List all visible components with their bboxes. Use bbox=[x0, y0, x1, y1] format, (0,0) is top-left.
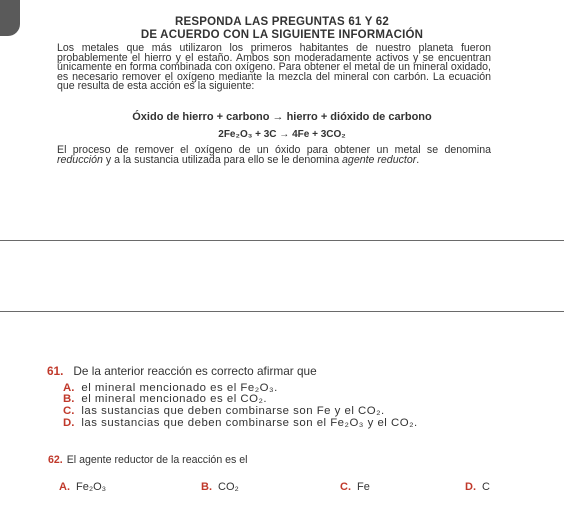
instruction-subheading: DE ACUERDO CON LA SIGUIENTE INFORMACIÓN bbox=[140, 29, 424, 41]
definition-text-start: El proceso de remover el oxígeno de un óxido para obtener un metal se denomina bbox=[57, 144, 491, 156]
option-letter: A. bbox=[63, 382, 75, 394]
question-61-option-b[interactable] bbox=[63, 393, 267, 405]
option-letter: C. bbox=[63, 405, 75, 417]
option-letter: B. bbox=[63, 393, 75, 405]
option-text: el mineral mencionado es el CO₂. bbox=[81, 393, 268, 405]
option-text: el mineral mencionado es el Fe₂O₃. bbox=[81, 382, 278, 394]
divider-bottom bbox=[0, 311, 564, 312]
divider-top bbox=[0, 240, 564, 241]
question-61-option-c[interactable] bbox=[63, 405, 385, 417]
question-61-text: De la anterior reacción es correcto afirmar que bbox=[73, 364, 317, 378]
option-text: las sustancias que deben combinarse son Fe y el CO₂. bbox=[81, 405, 385, 417]
definition-paragraph bbox=[57, 146, 491, 165]
question-61-number: 61. bbox=[47, 364, 64, 378]
option-text: CO₂ bbox=[218, 481, 239, 493]
instruction-heading: RESPONDA LAS PREGUNTAS 61 Y 62 bbox=[175, 16, 389, 28]
definition-text-end: . bbox=[416, 153, 420, 166]
option-text: las sustancias que deben combinarse son el Fe₂O₃ y el CO₂. bbox=[81, 417, 418, 429]
option-letter: A. bbox=[59, 481, 70, 493]
option-text: Fe bbox=[357, 481, 370, 493]
question-61-stem bbox=[47, 364, 317, 378]
question-62-number: 62. bbox=[48, 454, 63, 466]
question-62-option-b[interactable] bbox=[201, 481, 239, 493]
question-62-stem bbox=[48, 454, 248, 466]
option-letter: D. bbox=[465, 481, 476, 493]
option-letter: B. bbox=[201, 481, 212, 493]
option-text: C bbox=[482, 481, 490, 493]
equation-in-words: Óxido de hierro + carbono → hierro + dióxido de carbono bbox=[132, 111, 432, 123]
option-letter: C. bbox=[340, 481, 351, 493]
question-62-option-a[interactable] bbox=[59, 481, 106, 493]
option-text: Fe₂O₃ bbox=[76, 481, 107, 493]
term-agente-reductor: agente reductor bbox=[342, 153, 417, 166]
question-62-option-c[interactable] bbox=[340, 481, 370, 493]
term-reduccion: reducción bbox=[57, 153, 103, 166]
question-61-option-d[interactable] bbox=[63, 417, 418, 429]
chemical-equation: 2Fe₂O₃ + 3C → 4Fe + 3CO₂ bbox=[218, 129, 346, 140]
question-62-option-d[interactable] bbox=[465, 481, 490, 493]
definition-text-mid: y a la sustancia utilizada para ello se le denomina bbox=[102, 153, 343, 166]
question-62-text: El agente reductor de la reacción es el bbox=[66, 454, 248, 466]
option-letter: D. bbox=[63, 417, 75, 429]
context-paragraph: Los metales que más utilizaron los primeros habitantes de nuestro planeta fueron probablemente el hierro y el estaño. Ambos son moderadamente activos y se encuentran únicamente en forma combinada con oxígeno. Para obtener el metal de un mineral oxidado, es necesario remover el oxígeno mediante la mezcla del mineral con carbón. La ecuación que resulta de esta acción es la siguiente: bbox=[57, 42, 491, 93]
